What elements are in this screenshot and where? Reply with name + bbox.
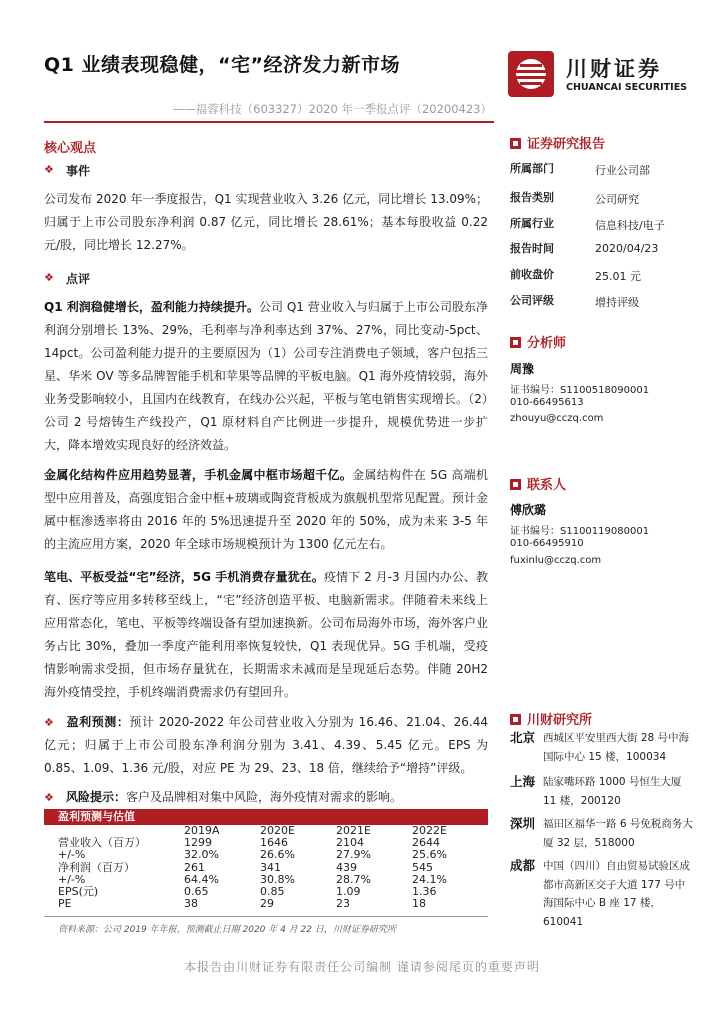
table-cell: 1299: [184, 836, 212, 850]
table-bottom-divider: [44, 916, 488, 917]
company-logo: [508, 49, 698, 101]
chuancai-logo-icon: [508, 51, 554, 97]
research-report-label: 证券研究报告: [527, 137, 606, 152]
table-cell: 30.8%: [260, 872, 295, 886]
contact-heading-label: 联系人: [527, 478, 567, 493]
table-cell: 29: [260, 897, 274, 911]
research-report-heading: [510, 133, 605, 152]
contact-heading: [510, 474, 566, 493]
table-cell: 2644: [412, 836, 440, 850]
table-cell: 341: [260, 860, 281, 874]
table-cell: 64.4%: [184, 872, 219, 886]
diamond-bullet-icon: ❖: [44, 271, 54, 284]
review-p3-lead: 笔电、平板受益“宅”经济，5G 手机消费存量犹在。: [44, 570, 324, 584]
table-cell: PE: [58, 897, 72, 911]
table-row: [44, 849, 488, 861]
office-address-chengdu: 中国（四川）自由贸易试验区成都市高新区交子大道 177 号中海国际中心 B 座 17 楼，610041: [543, 860, 690, 928]
review-paragraph-1: [44, 296, 488, 457]
review-p1-lead: Q1 利润稳健增长，盈利能力持续提升。: [44, 300, 259, 314]
table-source-note: 资料来源：公司 2019 年年报，预测截止日期 2020 年 4 月 22 日，川财证券研究所: [58, 925, 396, 935]
info-label-department: 所属部门: [510, 162, 554, 175]
logo-chinese-name: 川财证券: [566, 57, 662, 81]
table-cell: 2104: [336, 836, 364, 850]
table-cell: 26.6%: [260, 848, 295, 862]
table-row: [44, 898, 488, 910]
risk-lead: 风险提示：: [66, 790, 127, 804]
diamond-bullet-icon: ❖: [44, 791, 54, 804]
report-title: Q1 业绩表现稳健，“宅”经济发力新市场: [44, 54, 400, 76]
table-cell: 1.09: [336, 885, 361, 899]
forecast-paragraph: [44, 711, 488, 780]
review-p2-lead: 金属化结构件应用趋势显著，手机金属中框市场超千亿。: [44, 468, 353, 482]
forecast-table-title: 盈利预测与估值: [44, 809, 488, 825]
info-value-report-date: 2020/04/23: [595, 242, 659, 255]
info-value-department: 行业公司部: [595, 164, 650, 177]
review-paragraph-3: [44, 566, 488, 704]
office-address-shanghai: 陆家嘴环路 1000 号恒生大厦 11 楼，200120: [543, 776, 682, 807]
office-city-beijing: 北京: [510, 730, 536, 745]
info-label-category: 报告类别: [510, 191, 554, 204]
logo-english-name: CHUANCAI SECURITIES: [566, 82, 688, 93]
table-cell: 23: [336, 897, 350, 911]
info-value-industry: 信息科技/电子: [595, 219, 665, 232]
section-marker-icon: [510, 337, 521, 348]
review-heading: 点评: [66, 272, 91, 286]
section-marker-icon: [510, 138, 521, 149]
analyst-cert: 证书编号：S1100518090001: [510, 385, 650, 396]
office-address-beijing: 西城区平安里西大街 28 号中海国际中心 15 楼，100034: [543, 732, 690, 763]
review-p1-body: 公司 Q1 营业收入与归属于上市公司股东净利润分别增长 13%、29%，毛利率与净利率达到 37%、27%，同比变动-5pct、14pct。公司盈利能力提升的主要原因为（1）公司专注消费电子领域，客户包括三星、华米 OV 等多品牌智能手机和苹果等品牌的平板电脑。Q1 海外疫情较弱，海外业务受影响较小，且国内在线教育，在线办公兴起，平板与笔电销售实现增长。（2）公司 2 号熔铸生产线投产，Q1 原材料自产比例进一步提升，规模优势进一步扩大，降本增效实现良好的经济效益。: [44, 300, 488, 452]
forecast-body: 预计 2020-2022 年公司营业收入分别为 16.46、21.04、26.44 亿元；归属于上市公司股东净利润分别为 3.41、4.39、5.45 亿元。EPS 为 0.85、1.09、1.36 元/股，对应 PE 为 29、23、18 倍，继续给予“增持”评级。: [44, 715, 488, 775]
table-cell: 27.9%: [336, 848, 371, 862]
office-city-shenzhen: 深圳: [510, 816, 536, 831]
table-cell: 净利润（百万）: [58, 860, 135, 874]
info-value-category: 公司研究: [595, 193, 639, 206]
contact-name: 傅欣璐: [510, 503, 547, 517]
table-cell: +/-%: [58, 872, 86, 886]
review-p2-body: 金属结构件在 5G 高端机型中应用普及，高强度铝合金中框+玻璃或陶瓷背板成为旗舰机型常见配置。预计金属中框渗透率将由 2016 年的 5%迅速提升至 2020 年的 50%，成为未来 3-5 年的主流应用方案，2020 年全球市场规模预计为 1300 亿元左右。: [44, 468, 488, 551]
table-header-cell: 2022E: [412, 824, 447, 838]
analyst-heading: [510, 332, 566, 351]
table-cell: 28.7%: [336, 872, 371, 886]
table-cell: 439: [336, 860, 357, 874]
info-label-prev-close: 前收盘价: [510, 268, 554, 281]
event-paragraph: 公司发布 2020 年一季度报告，Q1 实现营业收入 3.26 亿元，同比增长 13.09%；归属于上市公司股东净利润 0.87 亿元，同比增长 28.61%；基本每股收益 0.22 元/股，同比增长 12.27%。: [44, 192, 488, 252]
info-value-prev-close: 25.01 元: [595, 270, 641, 283]
table-cell: 261: [184, 860, 205, 874]
table-header-cell: 2021E: [336, 824, 371, 838]
review-p3-body: 疫情下 2 月-3 月国内办公、教育、医疗等应用多转移至线上，“宅”经济创造平板、电脑新需求。伴随着未来线上应用常态化，笔电、平板等终端设备有望加速换新。公司布局海外市场，海外客户业务占比 30%，叠加一季度产能利用率恢复较快，Q1 表现优异。5G 手机端，受疫情影响需求受损，但市场存量犹在，长期需求未减而是呈现延后态势。伴随 20H2 海外疫情受控，手机终端消费需求仍有望回升。: [44, 570, 489, 699]
report-subtitle: ——福蓉科技（603327）2020 年一季报点评（20200423）: [172, 102, 492, 116]
table-header-cell: 2019A: [184, 824, 220, 838]
section-marker-icon: [510, 714, 521, 725]
table-cell: 25.6%: [412, 848, 447, 862]
forecast-table: [44, 825, 488, 910]
event-heading: 事件: [66, 164, 91, 178]
diamond-bullet-icon: ❖: [44, 716, 54, 729]
table-cell: 18: [412, 897, 426, 911]
table-row: [44, 862, 488, 874]
risk-paragraph: [66, 786, 488, 809]
diamond-bullet-icon: ❖: [44, 163, 54, 176]
office-address-shenzhen: 福田区福华一路 6 号免税商务大厦 32 层，518000: [543, 818, 693, 849]
table-cell: 1.36: [412, 885, 437, 899]
contact-email[interactable]: fuxinlu@cczq.com: [510, 555, 602, 566]
table-cell: 0.85: [260, 885, 285, 899]
table-header-cell: 2020E: [260, 824, 295, 838]
table-cell: 545: [412, 860, 433, 874]
office-city-shanghai: 上海: [510, 774, 536, 789]
table-cell: EPS(元): [58, 885, 99, 899]
forecast-lead: 盈利预测：: [66, 715, 130, 729]
office-city-chengdu: 成都: [510, 858, 536, 873]
table-cell: 32.0%: [184, 848, 219, 862]
table-cell: 24.1%: [412, 872, 447, 886]
info-label-rating: 公司评级: [510, 294, 554, 307]
table-cell: 营业收入（百万）: [58, 836, 146, 850]
page-footer-disclaimer: 本报告由川财证券有限责任公司编制 谨请参阅尾页的重要声明: [184, 960, 540, 974]
contact-cert: 证书编号：S1100119080001: [510, 526, 650, 537]
info-value-rating: 增持评级: [595, 296, 639, 309]
analyst-phone: 010-66495613: [510, 397, 584, 408]
risk-body: 客户及品牌相对集中风险，海外疫情对需求的影响。: [126, 790, 403, 804]
review-paragraph-2: [44, 464, 488, 556]
info-label-industry: 所属行业: [510, 217, 554, 230]
table-cell: 0.65: [184, 885, 209, 899]
analyst-name: 周豫: [510, 362, 535, 376]
header-divider: [44, 121, 494, 123]
institute-heading-label: 川财研究所: [527, 713, 593, 728]
core-views-heading: 核心观点: [44, 141, 97, 156]
table-cell: 38: [184, 897, 198, 911]
table-cell: +/-%: [58, 848, 86, 862]
info-label-report-date: 报告时间: [510, 242, 554, 255]
contact-phone: 010-66495910: [510, 538, 584, 549]
section-marker-icon: [510, 479, 521, 490]
analyst-heading-label: 分析师: [527, 336, 567, 351]
institute-heading: [510, 709, 592, 728]
table-cell: 1646: [260, 836, 288, 850]
analyst-email[interactable]: zhouyu@cczq.com: [510, 413, 604, 424]
